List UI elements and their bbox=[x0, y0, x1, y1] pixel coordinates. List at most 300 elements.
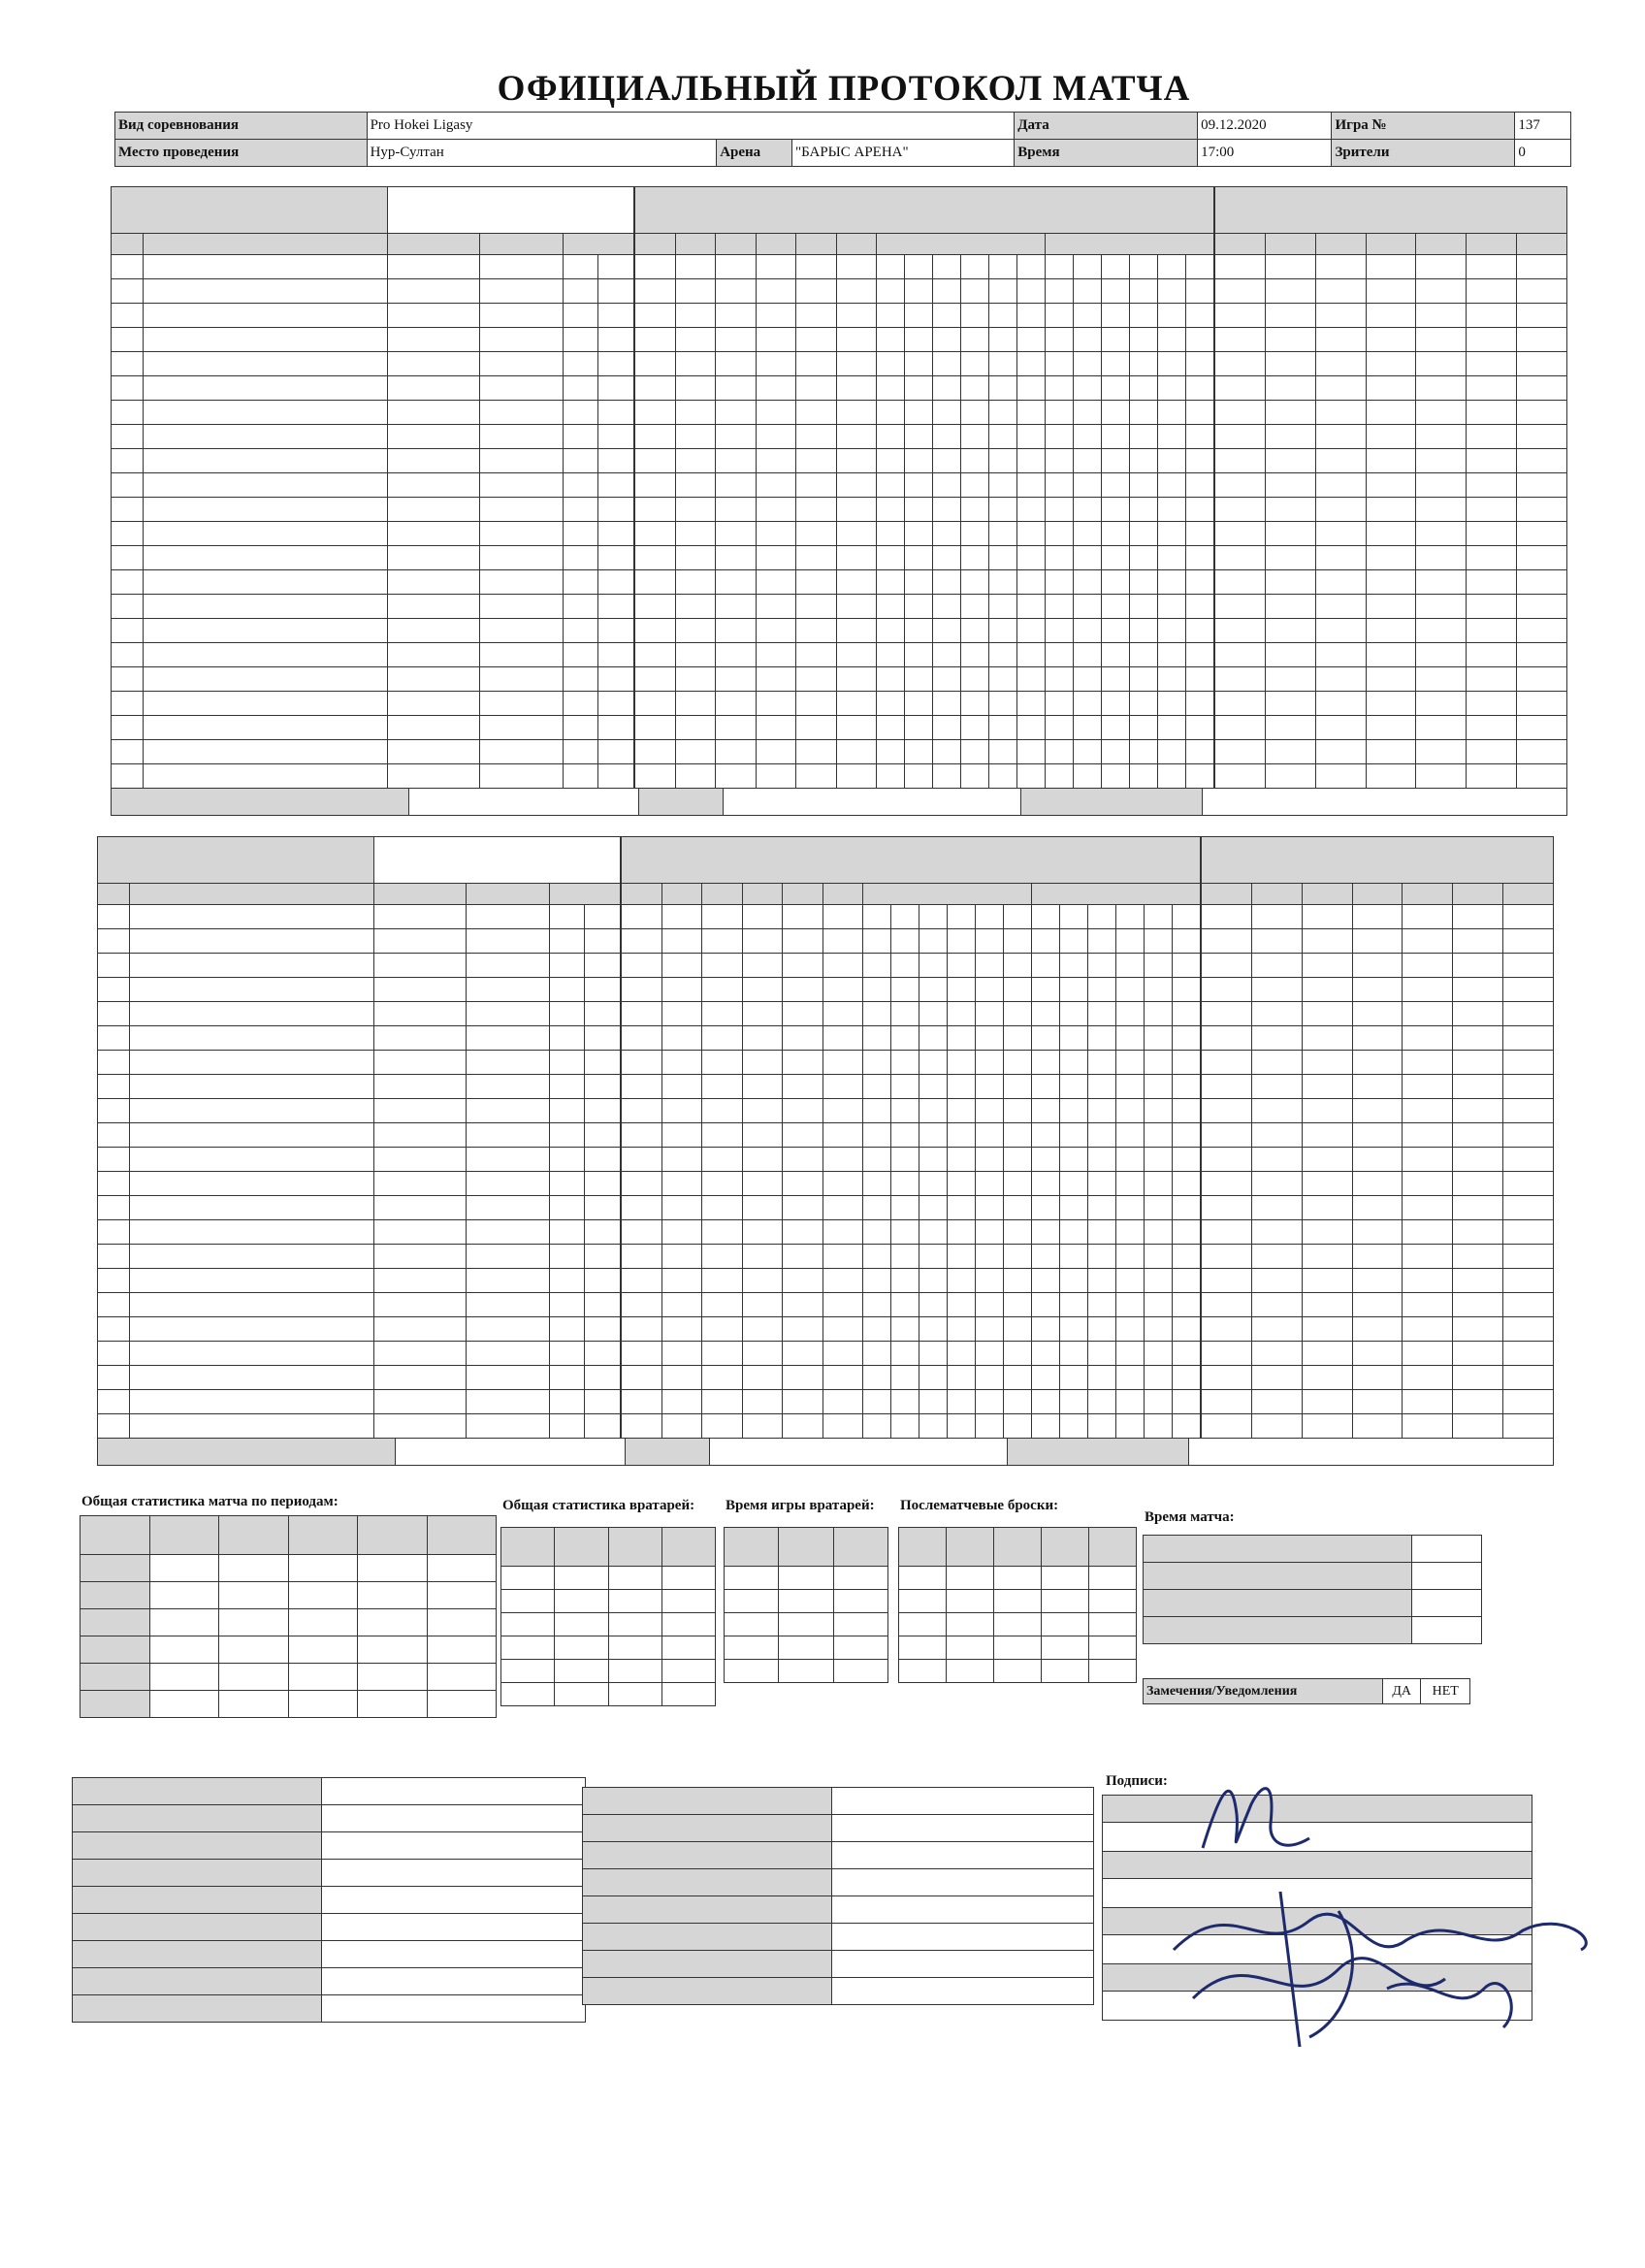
goal-cell bbox=[675, 546, 716, 570]
player-cell bbox=[143, 425, 388, 449]
player-cell bbox=[467, 1366, 550, 1390]
periodTbl-col bbox=[149, 1516, 219, 1555]
goal-cell bbox=[716, 279, 757, 304]
officials-right-table bbox=[582, 1787, 1094, 2005]
player-row bbox=[98, 1317, 621, 1342]
player-cell bbox=[388, 619, 480, 643]
remarks-table bbox=[1143, 1678, 1470, 1704]
goal-onice-cell bbox=[1004, 929, 1032, 954]
goals-team-a-col bbox=[877, 234, 1046, 255]
penalty-cell bbox=[1467, 716, 1517, 740]
goal-onice-cell bbox=[1004, 954, 1032, 978]
goal-onice-cell bbox=[877, 692, 905, 716]
goal-onice-cell bbox=[933, 643, 961, 667]
player-cell bbox=[564, 352, 598, 376]
goal-onice-cell bbox=[989, 619, 1017, 643]
goal-onice-cell bbox=[989, 473, 1017, 498]
penalty-cell bbox=[1366, 522, 1416, 546]
goal-onice-cell bbox=[1088, 954, 1116, 978]
goal-onice-cell bbox=[1158, 425, 1186, 449]
goal-onice-cell bbox=[976, 929, 1004, 954]
goal-cell bbox=[661, 905, 702, 929]
goal-onice-cell bbox=[1102, 546, 1130, 570]
player-cell bbox=[388, 692, 480, 716]
gtimeTbl-cell bbox=[833, 1613, 887, 1636]
goal-cell bbox=[622, 1123, 662, 1148]
table-row bbox=[899, 1613, 1137, 1636]
official-name bbox=[322, 1887, 586, 1914]
goal-onice-cell bbox=[1060, 1414, 1088, 1439]
player-row bbox=[112, 619, 634, 643]
goal-onice-cell bbox=[1046, 449, 1074, 473]
player-cell bbox=[467, 1293, 550, 1317]
goal-row bbox=[635, 498, 1214, 522]
penalty-cell bbox=[1517, 764, 1567, 789]
goal-cell bbox=[742, 1196, 783, 1220]
goal-cell bbox=[822, 1245, 863, 1269]
player-cell bbox=[550, 1293, 585, 1317]
goal-cell bbox=[822, 1342, 863, 1366]
penalty-cell bbox=[1503, 978, 1554, 1002]
penalty-cell bbox=[1403, 1342, 1453, 1366]
goal-onice-cell bbox=[948, 1317, 976, 1342]
goal-onice-cell bbox=[1116, 1390, 1145, 1414]
periodTbl-cell bbox=[81, 1691, 150, 1718]
goal-cell bbox=[822, 1051, 863, 1075]
penalty-cell bbox=[1215, 595, 1266, 619]
goal-cell bbox=[756, 764, 796, 789]
goal-cell bbox=[796, 279, 837, 304]
goal-onice-cell bbox=[1032, 1293, 1060, 1317]
goal-cell bbox=[702, 954, 743, 978]
penalty-row bbox=[1215, 498, 1567, 522]
penalty-row bbox=[1202, 1148, 1554, 1172]
penalty-cell bbox=[1215, 570, 1266, 595]
goal-onice-cell bbox=[1017, 352, 1046, 376]
player-cell bbox=[467, 1002, 550, 1026]
official-role bbox=[73, 1941, 322, 1968]
goal-onice-cell bbox=[1130, 546, 1158, 570]
goal-cell bbox=[661, 1342, 702, 1366]
official-row bbox=[73, 1832, 586, 1860]
goal-row bbox=[635, 328, 1214, 352]
goal-cell bbox=[622, 954, 662, 978]
penalties-col bbox=[1403, 884, 1453, 905]
goal-row bbox=[622, 978, 1201, 1002]
player-cell bbox=[143, 255, 388, 279]
penalty-cell bbox=[1215, 352, 1266, 376]
goal-onice-cell bbox=[1032, 1342, 1060, 1366]
goal-onice-cell bbox=[919, 1026, 948, 1051]
goal-onice-cell bbox=[1173, 1245, 1201, 1269]
goal-cell bbox=[661, 954, 702, 978]
goal-onice-cell bbox=[961, 522, 989, 546]
goal-onice-cell bbox=[1130, 449, 1158, 473]
spectators-value: 0 bbox=[1515, 140, 1571, 167]
penalty-cell bbox=[1315, 764, 1366, 789]
goal-onice-cell bbox=[905, 740, 933, 764]
goal-onice-cell bbox=[933, 498, 961, 522]
goal-cell bbox=[661, 1051, 702, 1075]
penalty-cell bbox=[1503, 1099, 1554, 1123]
official-name bbox=[832, 1951, 1094, 1978]
official-row bbox=[583, 1924, 1094, 1951]
official-role bbox=[583, 1978, 832, 2005]
player-cell bbox=[388, 643, 480, 667]
goal-cell bbox=[796, 522, 837, 546]
player-row bbox=[98, 1390, 621, 1414]
penalty-row bbox=[1202, 905, 1554, 929]
official-role bbox=[583, 1815, 832, 1842]
penalty-cell bbox=[1202, 1366, 1252, 1390]
goal-onice-cell bbox=[961, 401, 989, 425]
goal-cell bbox=[783, 1026, 823, 1051]
official-row bbox=[583, 1842, 1094, 1869]
player-row bbox=[112, 740, 634, 764]
goal-cell bbox=[622, 1366, 662, 1390]
penalty-cell bbox=[1416, 716, 1467, 740]
goal-onice-cell bbox=[948, 1002, 976, 1026]
official-role bbox=[73, 1860, 322, 1887]
penalty-cell bbox=[1265, 449, 1315, 473]
player-cell bbox=[388, 595, 480, 619]
penalty-cell bbox=[1251, 1366, 1302, 1390]
team-name-cell bbox=[388, 187, 634, 234]
goal-onice-cell bbox=[1088, 905, 1116, 929]
shootout-cell bbox=[1042, 1660, 1089, 1683]
official-name bbox=[322, 1860, 586, 1887]
player-cell bbox=[374, 905, 467, 929]
goal-onice-cell bbox=[933, 449, 961, 473]
player-cell bbox=[467, 905, 550, 929]
player-cell bbox=[564, 595, 598, 619]
penalty-cell bbox=[1315, 449, 1366, 473]
shootout-col bbox=[1042, 1528, 1089, 1567]
goal-row bbox=[635, 643, 1214, 667]
goal-cell bbox=[661, 1002, 702, 1026]
penalty-row bbox=[1202, 1026, 1554, 1051]
goal-onice-cell bbox=[1102, 449, 1130, 473]
goal-cell bbox=[742, 929, 783, 954]
player-cell bbox=[112, 473, 144, 498]
goal-onice-cell bbox=[1116, 1123, 1145, 1148]
goal-onice-cell bbox=[1046, 473, 1074, 498]
player-cell bbox=[598, 619, 634, 643]
penalty-cell bbox=[1403, 1026, 1453, 1051]
goal-cell bbox=[716, 619, 757, 643]
goal-cell bbox=[622, 1172, 662, 1196]
goal-onice-cell bbox=[877, 764, 905, 789]
goal-onice-cell bbox=[989, 522, 1017, 546]
penalty-cell bbox=[1453, 905, 1503, 929]
goal-onice-cell bbox=[1158, 328, 1186, 352]
player-cell bbox=[480, 643, 564, 667]
player-cell bbox=[480, 304, 564, 328]
player-cell bbox=[467, 1220, 550, 1245]
player-cell bbox=[564, 304, 598, 328]
goal-row bbox=[635, 425, 1214, 449]
official-row bbox=[73, 1995, 586, 2023]
penalty-cell bbox=[1453, 1414, 1503, 1439]
goal-onice-cell bbox=[863, 1099, 891, 1123]
goal-onice-cell bbox=[1088, 1123, 1116, 1148]
goal-onice-cell bbox=[1088, 1269, 1116, 1293]
goal-onice-cell bbox=[891, 905, 919, 929]
goal-onice-cell bbox=[919, 1051, 948, 1075]
goal-onice-cell bbox=[1145, 1026, 1173, 1051]
periodTbl-cell bbox=[149, 1664, 219, 1691]
goal-onice-cell bbox=[863, 978, 891, 1002]
goal-onice-cell bbox=[1130, 352, 1158, 376]
team-label-cell bbox=[112, 187, 388, 234]
penalty-cell bbox=[1352, 1148, 1403, 1172]
goal-cell bbox=[635, 570, 676, 595]
penalty-cell bbox=[1215, 522, 1266, 546]
goal-onice-cell bbox=[877, 595, 905, 619]
player-cell bbox=[598, 279, 634, 304]
penalty-row bbox=[1202, 954, 1554, 978]
player-cell bbox=[598, 473, 634, 498]
goal-onice-cell bbox=[1130, 522, 1158, 546]
goal-cell bbox=[716, 352, 757, 376]
official-role bbox=[583, 1896, 832, 1924]
goal-onice-cell bbox=[989, 328, 1017, 352]
goal-onice-cell bbox=[1032, 1220, 1060, 1245]
goal-onice-cell bbox=[1186, 449, 1214, 473]
goal-onice-cell bbox=[1158, 570, 1186, 595]
goal-cell bbox=[635, 473, 676, 498]
goal-cell bbox=[675, 304, 716, 328]
goal-onice-cell bbox=[989, 304, 1017, 328]
goal-row bbox=[622, 929, 1201, 954]
goal-onice-cell bbox=[1074, 643, 1102, 667]
player-cell bbox=[98, 1317, 130, 1342]
goal-cell bbox=[742, 1317, 783, 1342]
penalty-cell bbox=[1517, 279, 1567, 304]
goal-cell bbox=[661, 1172, 702, 1196]
player-cell bbox=[564, 449, 598, 473]
goal-onice-cell bbox=[877, 716, 905, 740]
period-stats-table bbox=[80, 1515, 497, 1718]
penalty-cell bbox=[1403, 1220, 1453, 1245]
signatures-title: Подписи: bbox=[1106, 1773, 1168, 1789]
penalty-row bbox=[1215, 740, 1567, 764]
player-cell bbox=[143, 595, 388, 619]
goal-cell bbox=[822, 1172, 863, 1196]
player-cell bbox=[598, 304, 634, 328]
penalty-cell bbox=[1251, 1293, 1302, 1317]
player-cell bbox=[374, 1317, 467, 1342]
player-cell bbox=[550, 1269, 585, 1293]
goal-onice-cell bbox=[1046, 667, 1074, 692]
goal-cell bbox=[756, 328, 796, 352]
penalty-cell bbox=[1202, 1220, 1252, 1245]
goal-onice-cell bbox=[1046, 716, 1074, 740]
goal-onice-cell bbox=[948, 905, 976, 929]
goal-row bbox=[635, 570, 1214, 595]
goal-onice-cell bbox=[1060, 1123, 1088, 1148]
goal-onice-cell bbox=[1088, 929, 1116, 954]
goal-cell bbox=[622, 1148, 662, 1172]
goal-onice-cell bbox=[1102, 643, 1130, 667]
penalty-cell bbox=[1366, 619, 1416, 643]
player-cell bbox=[374, 1390, 467, 1414]
penalty-cell bbox=[1366, 546, 1416, 570]
time-value: 17:00 bbox=[1198, 140, 1332, 167]
player-cell bbox=[550, 1317, 585, 1342]
goal-onice-cell bbox=[863, 1390, 891, 1414]
penalty-cell bbox=[1265, 740, 1315, 764]
goal-onice-cell bbox=[1046, 595, 1074, 619]
penalty-cell bbox=[1366, 401, 1416, 425]
goal-onice-cell bbox=[1186, 376, 1214, 401]
official-role bbox=[73, 1995, 322, 2023]
official-name bbox=[832, 1842, 1094, 1869]
penalty-cell bbox=[1467, 522, 1517, 546]
goalieTbl-cell bbox=[661, 1590, 715, 1613]
goal-onice-cell bbox=[976, 1293, 1004, 1317]
player-cell bbox=[388, 401, 480, 425]
goal-onice-cell bbox=[961, 279, 989, 304]
penalty-cell bbox=[1453, 1026, 1503, 1051]
player-cell bbox=[467, 1099, 550, 1123]
goal-onice-cell bbox=[1186, 595, 1214, 619]
penalty-cell bbox=[1467, 473, 1517, 498]
goal-onice-cell bbox=[976, 1220, 1004, 1245]
goal-onice-cell bbox=[1004, 1099, 1032, 1123]
goal-cell bbox=[702, 1026, 743, 1051]
goal-onice-cell bbox=[919, 1414, 948, 1439]
goal-cell bbox=[822, 1220, 863, 1245]
goal-cell bbox=[675, 570, 716, 595]
goal-row bbox=[635, 740, 1214, 764]
player-cell bbox=[112, 449, 144, 473]
penalty-cell bbox=[1453, 1099, 1503, 1123]
penalty-cell bbox=[1215, 279, 1266, 304]
goal-onice-cell bbox=[1046, 279, 1074, 304]
goal-onice-cell bbox=[1173, 954, 1201, 978]
penalty-cell bbox=[1467, 304, 1517, 328]
penalty-cell bbox=[1202, 1051, 1252, 1075]
goal-onice-cell bbox=[933, 401, 961, 425]
goal-onice-cell bbox=[1074, 304, 1102, 328]
goal-cell bbox=[742, 1342, 783, 1366]
player-cell bbox=[129, 1317, 374, 1342]
player-cell bbox=[388, 279, 480, 304]
shootout-cell bbox=[1042, 1636, 1089, 1660]
goal-onice-cell bbox=[1145, 1196, 1173, 1220]
goal-onice-cell bbox=[1017, 498, 1046, 522]
penalty-cell bbox=[1467, 376, 1517, 401]
player-cell bbox=[374, 929, 467, 954]
goal-onice-cell bbox=[1145, 1002, 1173, 1026]
player-cell bbox=[388, 304, 480, 328]
player-cell bbox=[129, 1293, 374, 1317]
goal-onice-cell bbox=[1004, 1172, 1032, 1196]
player-row bbox=[98, 954, 621, 978]
penalty-cell bbox=[1265, 595, 1315, 619]
penalty-cell bbox=[1352, 1293, 1403, 1317]
penalty-cell bbox=[1503, 1075, 1554, 1099]
goal-cell bbox=[822, 1099, 863, 1123]
player-cell bbox=[598, 425, 634, 449]
goal-onice-cell bbox=[1088, 978, 1116, 1002]
goal-onice-cell bbox=[863, 1317, 891, 1342]
penalty-cell bbox=[1202, 954, 1252, 978]
penalty-cell bbox=[1366, 570, 1416, 595]
player-cell bbox=[585, 1123, 621, 1148]
goal-cell bbox=[796, 352, 837, 376]
goal-row bbox=[622, 1317, 1201, 1342]
player-cell bbox=[480, 546, 564, 570]
goal-onice-cell bbox=[933, 255, 961, 279]
penalty-cell bbox=[1202, 1390, 1252, 1414]
penalty-row bbox=[1202, 1075, 1554, 1099]
goal-row bbox=[635, 522, 1214, 546]
goalieTbl-cell bbox=[661, 1636, 715, 1660]
gtimeTbl-cell bbox=[725, 1590, 779, 1613]
goal-row bbox=[635, 449, 1214, 473]
goal-cell bbox=[675, 667, 716, 692]
player-cell bbox=[467, 978, 550, 1002]
goal-onice-cell bbox=[961, 473, 989, 498]
match-time-value bbox=[1412, 1536, 1482, 1563]
periodTbl-col bbox=[288, 1516, 358, 1555]
goal-cell bbox=[836, 473, 877, 498]
goal-onice-cell bbox=[1102, 255, 1130, 279]
goal-cell bbox=[836, 595, 877, 619]
player-cell bbox=[112, 546, 144, 570]
player-cell bbox=[480, 764, 564, 789]
goal-onice-cell bbox=[948, 1269, 976, 1293]
player-cell bbox=[112, 401, 144, 425]
penalty-cell bbox=[1302, 978, 1352, 1002]
goal-onice-cell bbox=[1116, 1051, 1145, 1075]
goal-onice-cell bbox=[891, 1172, 919, 1196]
goal-cell bbox=[796, 595, 837, 619]
goal-onice-cell bbox=[976, 1390, 1004, 1414]
player-cell bbox=[550, 905, 585, 929]
goals-header bbox=[622, 837, 1201, 884]
goal-cell bbox=[635, 255, 676, 279]
player-cell bbox=[143, 498, 388, 522]
goal-cell bbox=[675, 401, 716, 425]
penalties-col bbox=[1453, 884, 1503, 905]
goal-onice-cell bbox=[989, 570, 1017, 595]
player-cell bbox=[467, 929, 550, 954]
penalty-cell bbox=[1517, 667, 1567, 692]
shootout-cell bbox=[1089, 1567, 1137, 1590]
penalties-header bbox=[1202, 837, 1554, 884]
player-cell bbox=[480, 570, 564, 595]
goal-row bbox=[635, 667, 1214, 692]
penalty-cell bbox=[1215, 764, 1266, 789]
goal-onice-cell bbox=[976, 1075, 1004, 1099]
official-row bbox=[583, 1788, 1094, 1815]
penalty-row bbox=[1215, 376, 1567, 401]
player-row bbox=[112, 304, 634, 328]
official-name bbox=[832, 1924, 1094, 1951]
goal-onice-cell bbox=[863, 1293, 891, 1317]
gtimeTbl-cell bbox=[779, 1613, 833, 1636]
goal-onice-cell bbox=[877, 619, 905, 643]
goal-onice-cell bbox=[877, 328, 905, 352]
goal-onice-cell bbox=[961, 328, 989, 352]
penalty-row bbox=[1215, 764, 1567, 789]
penalty-row bbox=[1202, 1366, 1554, 1390]
goal-cell bbox=[783, 978, 823, 1002]
penalty-cell bbox=[1403, 1293, 1453, 1317]
